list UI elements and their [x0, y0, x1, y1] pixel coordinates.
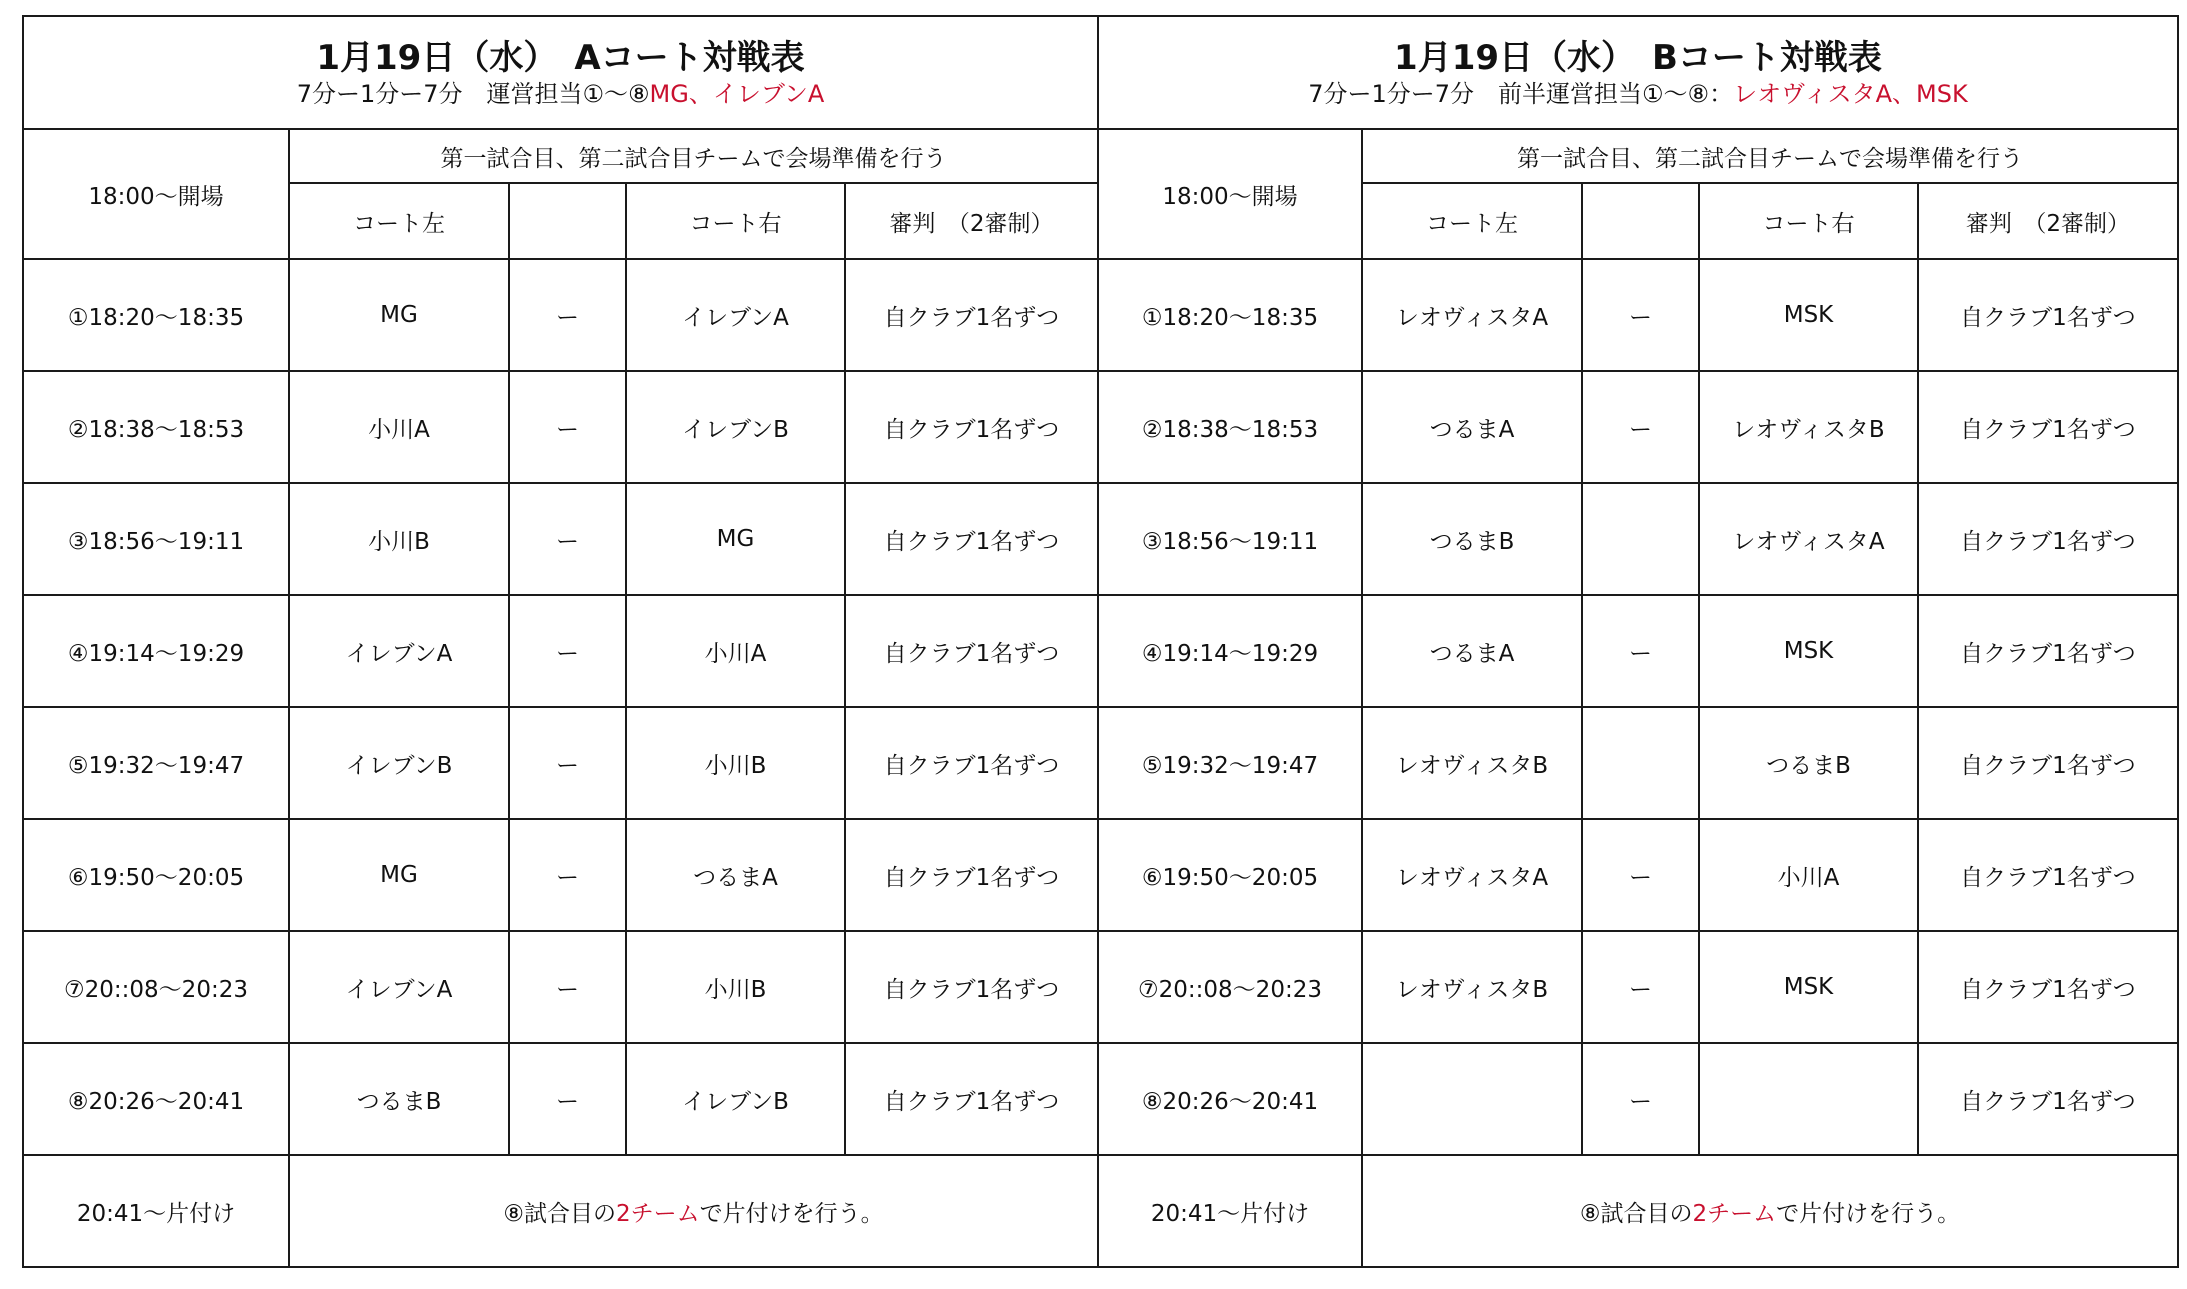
cleanup-note-suffix: で片付けを行う。 — [1776, 1200, 1961, 1227]
match-left-team: レオヴィスタA — [1362, 259, 1582, 371]
match-time: ③18:56～19:11 — [1098, 483, 1362, 595]
match-time: ③18:56～19:11 — [23, 483, 289, 595]
court-b-subtitle-highlight: レオヴィスタA、MSK — [1733, 79, 1968, 108]
court-a-subtitle-highlight: MG、イレブンA — [649, 79, 825, 108]
match-referee: 自クラブ1名ずつ — [845, 819, 1098, 931]
match-time: ②18:38～18:53 — [1098, 371, 1362, 483]
court-a-subtitle-prefix: 7分ー1分ー7分 運営担当①～⑧ — [296, 79, 650, 108]
match-vs: ー — [1582, 595, 1699, 707]
match-vs: ー — [1582, 371, 1699, 483]
table-row — [23, 483, 1098, 595]
match-right-team: つるまB — [1699, 707, 1918, 819]
match-referee: 自クラブ1名ずつ — [1918, 483, 2178, 595]
court-a-header-referee: 審判 （2審制） — [845, 183, 1098, 259]
match-time: ②18:38～18:53 — [23, 371, 289, 483]
match-right-team: MG — [626, 483, 845, 595]
match-referee: 自クラブ1名ずつ — [1918, 931, 2178, 1043]
match-vs: ー — [509, 595, 626, 707]
match-right-team: MSK — [1699, 259, 1918, 371]
match-vs: ー — [509, 371, 626, 483]
match-right-team — [1699, 1043, 1918, 1155]
match-vs: ー — [1582, 931, 1699, 1043]
court-a-open-label: 18:00～開場 — [23, 129, 289, 259]
match-left-team: 小川A — [289, 371, 509, 483]
court-a-cleanup-label: 20:41～片付け — [23, 1155, 289, 1267]
match-right-team: MSK — [1699, 595, 1918, 707]
match-right-team: イレブンB — [626, 371, 845, 483]
match-referee: 自クラブ1名ずつ — [845, 483, 1098, 595]
court-b-header-referee: 審判 （2審制） — [1918, 183, 2178, 259]
court-a-header-left: コート左 — [289, 183, 509, 259]
court-a-subtitle — [24, 81, 1097, 107]
match-left-team: イレブンA — [289, 595, 509, 707]
match-time: ①18:20～18:35 — [23, 259, 289, 371]
match-right-team: レオヴィスタA — [1699, 483, 1918, 595]
cleanup-note-prefix: ⑧試合目の — [1579, 1200, 1693, 1227]
match-left-team: レオヴィスタB — [1362, 931, 1582, 1043]
match-right-team: つるまA — [626, 819, 845, 931]
match-time: ⑦20::08～20:23 — [1098, 931, 1362, 1043]
table-row — [1098, 931, 2178, 1043]
court-b-cleanup-label: 20:41～片付け — [1098, 1155, 1362, 1267]
match-vs: ー — [509, 931, 626, 1043]
match-referee: 自クラブ1名ずつ — [1918, 707, 2178, 819]
match-time: ⑤19:32～19:47 — [1098, 707, 1362, 819]
match-right-team: イレブンB — [626, 1043, 845, 1155]
match-vs — [1582, 707, 1699, 819]
cleanup-note-suffix: で片付けを行う。 — [699, 1200, 884, 1227]
match-vs: ー — [509, 707, 626, 819]
match-time: ⑥19:50～20:05 — [23, 819, 289, 931]
match-right-team: 小川B — [626, 707, 845, 819]
match-time: ⑤19:32～19:47 — [23, 707, 289, 819]
court-b-prep-note: 第一試合目、第二試合目チームで会場準備を行う — [1362, 129, 2178, 183]
court-b-header-left: コート左 — [1362, 183, 1582, 259]
match-vs: ー — [509, 1043, 626, 1155]
court-a-header-mid — [509, 183, 626, 259]
match-time: ④19:14～19:29 — [23, 595, 289, 707]
schedule-sheet — [22, 15, 2179, 1278]
table-row — [23, 819, 1098, 931]
match-left-team: つるまA — [1362, 371, 1582, 483]
match-referee: 自クラブ1名ずつ — [845, 371, 1098, 483]
table-row — [23, 259, 1098, 371]
match-referee: 自クラブ1名ずつ — [1918, 595, 2178, 707]
court-b-cleanup-note — [1362, 1155, 2178, 1267]
court-a-header-right: コート右 — [626, 183, 845, 259]
table-row — [23, 707, 1098, 819]
court-a-prep-note: 第一試合目、第二試合目チームで会場準備を行う — [289, 129, 1098, 183]
match-time: ⑥19:50～20:05 — [1098, 819, 1362, 931]
match-vs: ー — [1582, 259, 1699, 371]
match-time: ①18:20～18:35 — [1098, 259, 1362, 371]
match-left-team: レオヴィスタB — [1362, 707, 1582, 819]
match-referee: 自クラブ1名ずつ — [1918, 259, 2178, 371]
match-left-team: つるまB — [1362, 483, 1582, 595]
match-right-team: 小川A — [626, 595, 845, 707]
match-referee: 自クラブ1名ずつ — [1918, 1043, 2178, 1155]
court-a-table — [22, 15, 1099, 1268]
court-a-cleanup-note — [289, 1155, 1098, 1267]
match-referee: 自クラブ1名ずつ — [845, 931, 1098, 1043]
match-right-team: 小川A — [1699, 819, 1918, 931]
cleanup-note-prefix: ⑧試合目の — [503, 1200, 616, 1227]
match-referee: 自クラブ1名ずつ — [1918, 371, 2178, 483]
cleanup-note-highlight: 2チーム — [1692, 1200, 1777, 1227]
match-vs: ー — [1582, 819, 1699, 931]
match-right-team: イレブンA — [626, 259, 845, 371]
match-vs: ー — [1582, 1043, 1699, 1155]
match-referee: 自クラブ1名ずつ — [845, 595, 1098, 707]
match-time: ⑧20:26～20:41 — [1098, 1043, 1362, 1155]
match-left-team: MG — [289, 259, 509, 371]
match-referee: 自クラブ1名ずつ — [845, 259, 1098, 371]
match-left-team: つるまB — [289, 1043, 509, 1155]
court-a-title-cell — [23, 16, 1098, 129]
court-b-subtitle — [1099, 81, 2177, 107]
table-row — [23, 1043, 1098, 1155]
match-right-team: レオヴィスタB — [1699, 371, 1918, 483]
match-left-team: 小川B — [289, 483, 509, 595]
court-a-title: 1月19日（水） Aコート対戦表 — [316, 37, 805, 78]
table-row — [1098, 483, 2178, 595]
court-b-title-cell — [1098, 16, 2178, 129]
table-row — [1098, 819, 2178, 931]
table-row — [23, 931, 1098, 1043]
table-row — [1098, 707, 2178, 819]
match-right-team: MSK — [1699, 931, 1918, 1043]
table-row — [1098, 595, 2178, 707]
court-b-title: 1月19日（水） Bコート対戦表 — [1394, 37, 1882, 78]
table-row — [1098, 259, 2178, 371]
match-referee: 自クラブ1名ずつ — [1918, 819, 2178, 931]
match-time: ⑦20::08～20:23 — [23, 931, 289, 1043]
match-referee: 自クラブ1名ずつ — [845, 707, 1098, 819]
match-left-team — [1362, 1043, 1582, 1155]
court-b-open-label: 18:00～開場 — [1098, 129, 1362, 259]
match-vs — [1582, 483, 1699, 595]
match-time: ⑧20:26～20:41 — [23, 1043, 289, 1155]
match-left-team: MG — [289, 819, 509, 931]
cleanup-note-highlight: 2チーム — [615, 1200, 700, 1227]
match-left-team: イレブンA — [289, 931, 509, 1043]
match-referee: 自クラブ1名ずつ — [845, 1043, 1098, 1155]
table-row — [1098, 371, 2178, 483]
match-left-team: つるまA — [1362, 595, 1582, 707]
table-row — [23, 595, 1098, 707]
court-b-header-right: コート右 — [1699, 183, 1918, 259]
table-row — [1098, 1043, 2178, 1155]
match-time: ④19:14～19:29 — [1098, 595, 1362, 707]
court-b-header-mid — [1582, 183, 1699, 259]
match-vs: ー — [509, 819, 626, 931]
table-row — [23, 371, 1098, 483]
match-left-team: レオヴィスタA — [1362, 819, 1582, 931]
court-b-table — [1097, 15, 2179, 1268]
court-b-subtitle-prefix: 7分ー1分ー7分 前半運営担当①～⑧： — [1308, 79, 1734, 108]
match-vs: ー — [509, 259, 626, 371]
match-vs: ー — [509, 483, 626, 595]
match-left-team: イレブンB — [289, 707, 509, 819]
match-right-team: 小川B — [626, 931, 845, 1043]
